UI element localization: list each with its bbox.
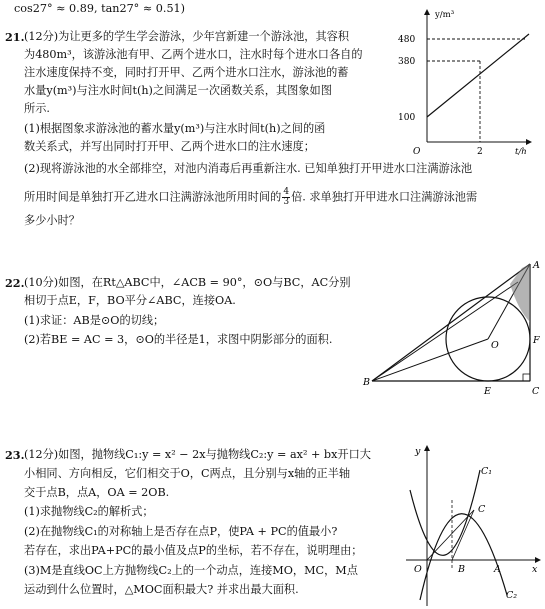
label-O: O — [491, 340, 499, 351]
q21-part2-text-b: 倍. 求单独打开甲进水口注满游泳池需 — [291, 190, 478, 204]
q23-part1: (1)求抛物线C₂的解析式； — [24, 505, 154, 518]
label-O: O — [414, 564, 422, 575]
label-y: y — [415, 446, 421, 457]
label-C2: C₂ — [506, 590, 518, 601]
y-axis-label: y/m³ — [435, 10, 455, 20]
segment-BO — [372, 339, 488, 381]
origin-label: O — [413, 147, 421, 156]
right-angle-mark — [523, 374, 530, 381]
q21-line-4: 水量y(m³)与注水时间t(h)之间满足一次函数关系，其图象如图 — [24, 84, 332, 97]
q23-line-2: 小相同、方向相反，它们相交于O，C两点，且分别与x轴的正半轴 — [24, 467, 351, 480]
parabola-C1 — [410, 470, 480, 555]
q23-part3-line-1: (3)M是直线OC上方抛物线C₂上的一个动点，连接MO，MC，M点 — [24, 564, 358, 577]
label-A: A — [533, 260, 540, 271]
parabola-C2 — [420, 514, 507, 600]
q21-graph — [365, 4, 535, 156]
label-C: C — [532, 386, 540, 397]
q23-line-3: 交于点B，点A，OA = 2OB. — [24, 486, 170, 499]
function-line — [427, 34, 529, 117]
x-tick-2: 2 — [477, 147, 483, 156]
shaded-region — [510, 264, 530, 322]
q22-number: 22. — [5, 276, 25, 290]
q21-part1-line-2: 数关系式，并写出同时打开甲、乙两个进水口的注水速度； — [24, 140, 315, 153]
label-B: B — [363, 377, 370, 388]
q21-part2-text-a: 所用时间是单独打开乙进水口注满游泳池所用时间的 — [24, 190, 282, 204]
segment-BC — [452, 510, 474, 560]
top-note: cos27° ≈ 0.89, tan27° ≈ 0.51) — [14, 2, 186, 15]
q21-line-5: 所示. — [24, 102, 50, 115]
q22-line-2: 相切于点E，F，BO平分∠ABC，连接OA. — [24, 294, 236, 307]
x-axis-label: t/h — [515, 147, 527, 156]
q21-part2-line-2 — [24, 188, 477, 207]
fraction-4-3 — [282, 188, 290, 207]
label-B: B — [458, 564, 465, 575]
q21-line-2: 为480m³，该游泳池有甲、乙两个进水口，注水时每个进水口各自的 — [24, 48, 363, 61]
y-tick-480: 480 — [398, 35, 416, 45]
q23-number: 23. — [5, 448, 25, 462]
q21-number: 21. — [5, 30, 25, 44]
q23-line-1: (12分)如图，抛物线C₁:y = x² − 2x与抛物线C₂:y = ax² + bx开口大 — [24, 448, 371, 461]
fraction-denominator: 3 — [283, 197, 290, 207]
q22-figure — [360, 254, 545, 402]
q21-part1-line-1: (1)根据图象求游泳池的蓄水量y(m³)与注水时间t(h)之间的函 — [24, 122, 326, 135]
q21-part2-line-3: 多少小时？ — [24, 214, 80, 227]
label-E: E — [484, 386, 491, 397]
segment-AB — [372, 264, 530, 381]
q23-part2-line-2: 若存在，求出PA+PC的最小值及点P的坐标，若不存在，说明理由； — [24, 544, 363, 557]
label-C: C — [478, 504, 486, 515]
q23-figure — [402, 440, 542, 608]
q22-part2: (2)若BE = AC = 3，⊙O的半径是1，求图中阴影部分的面积. — [24, 333, 333, 346]
label-x: x — [532, 564, 538, 575]
label-A: A — [494, 564, 501, 575]
y-tick-100: 100 — [398, 113, 416, 123]
segment-B-to-AB — [372, 282, 518, 381]
segment-OC — [427, 510, 474, 560]
label-C1: C₁ — [481, 466, 493, 477]
label-F: F — [533, 335, 540, 346]
q23-part3-line-2: 运动到什么位置时，△MOC面积最大? 并求出最大面积. — [24, 583, 299, 596]
q21-part2-line-1: (2)现将游泳池的水全部排空，对池内消毒后再重新注水. 已知单独打开甲进水口注满游泳池 — [24, 162, 473, 175]
q22-line-1: (10分)如图，在Rt△ABC中，∠ACB = 90°，⊙O与BC，AC分别 — [24, 276, 351, 289]
q22-part1: (1)求证：AB是⊙O的切线； — [24, 314, 165, 327]
y-tick-380: 380 — [398, 57, 416, 67]
fraction-numerator: 4 — [283, 187, 290, 197]
q21-line-1: (12分)为让更多的学生学会游泳，少年宫新建一个游泳池，其容积 — [24, 30, 350, 43]
q21-line-3: 注水速度保持不变，同时打开甲、乙两个进水口注水，游泳池的蓄 — [24, 66, 349, 79]
q23-part2-line-1: (2)在抛物线C₁的对称轴上是否存在点P，使PA + PC的值最小? — [24, 525, 338, 538]
